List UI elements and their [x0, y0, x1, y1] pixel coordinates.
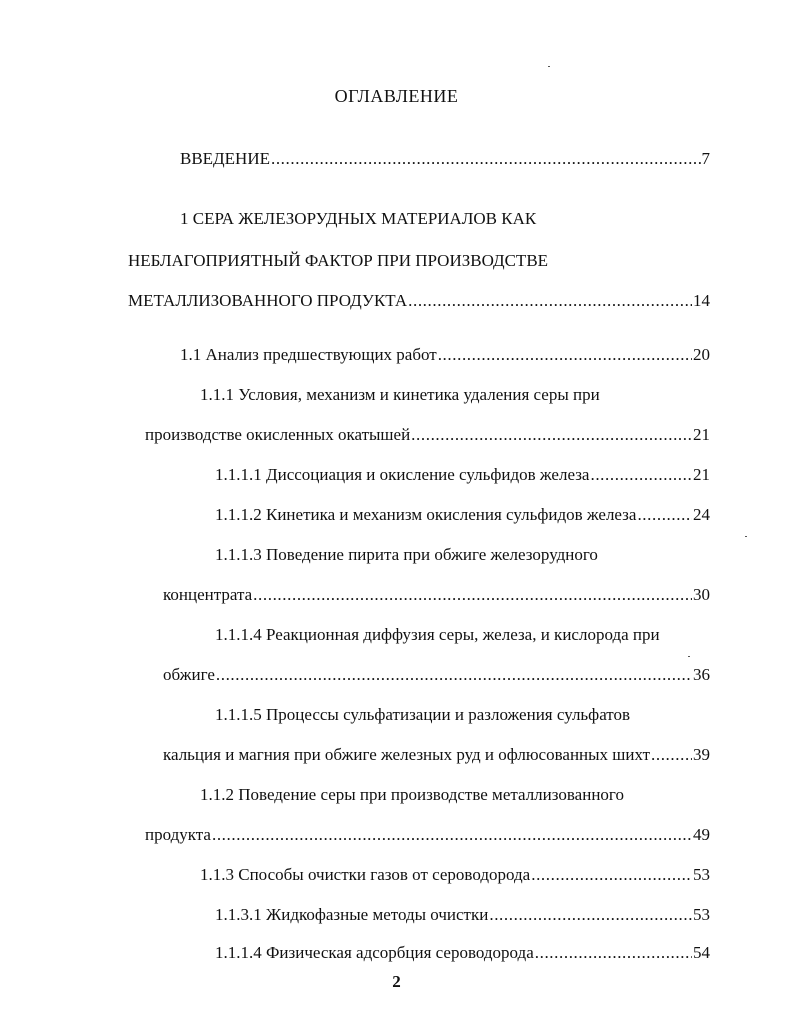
toc-entry-1-1-1	[145, 424, 710, 446]
toc-entry-page: 49	[693, 825, 710, 844]
toc-entry-text: производстве окисленных окатышей	[145, 425, 411, 444]
toc-entry-page: 21	[693, 465, 710, 484]
toc-entry-page: 53	[693, 865, 710, 884]
toc-entry-line: 1.1.1.3 Поведение пирита при обжиге железорудного	[215, 545, 598, 564]
toc-entry-page: 39	[693, 745, 710, 764]
toc-entry-line: 1.1.1.5 Процессы сульфатизации и разложения сульфатов	[215, 705, 631, 724]
toc-leader-dots	[411, 424, 692, 446]
toc-leader-dots	[590, 464, 692, 486]
toc-entry-page: 21	[693, 425, 710, 444]
toc-entry-text: 1.1.3.1 Жидкофазные методы очистки	[215, 905, 489, 924]
scan-speck	[548, 66, 550, 67]
toc-leader-dots	[489, 904, 692, 926]
toc-leader-dots	[531, 864, 692, 886]
toc-entry-text: 1.1.3 Способы очистки газов от сероводорода	[200, 865, 531, 884]
toc-entry-line: НЕБЛАГОПРИЯТНЫЙ ФАКТОР ПРИ ПРОИЗВОДСТВЕ	[128, 251, 549, 270]
toc-entry-page: 7	[701, 149, 710, 168]
toc-leader-dots	[212, 824, 692, 846]
toc-entry-page: 20	[693, 345, 710, 364]
toc-entry-line: 1 СЕРА ЖЕЛЕЗОРУДНЫХ МАТЕРИАЛОВ КАК	[180, 209, 537, 228]
toc-entry-chapter-1	[128, 290, 710, 312]
toc-entry-1-1-1-1	[215, 464, 710, 486]
toc-leader-dots	[438, 344, 692, 366]
toc-entry-text: ВВЕДЕНИЕ	[180, 149, 270, 168]
toc-entry-1-1-1-2	[215, 504, 710, 526]
toc-entry-line: 1.1.1.4 Реакционная диффузия серы, железа, и кислорода при	[215, 625, 660, 644]
toc-entry-text: 1.1.1.4 Физическая адсорбция сероводорода	[215, 943, 534, 962]
toc-entry-1-1-3	[200, 864, 710, 886]
toc-entry-1-1	[180, 344, 710, 366]
toc-entry-page: 54	[693, 943, 710, 962]
toc-entry-introduction	[180, 148, 710, 170]
toc-leader-dots	[651, 744, 692, 766]
toc-entry-text: МЕТАЛЛИЗОВАННОГО ПРОДУКТА	[128, 291, 408, 310]
toc-entry-1-1-1-3	[163, 584, 710, 606]
toc-entry-page: 24	[693, 505, 710, 524]
page-number: 2	[392, 972, 401, 991]
toc-entry-1-1-1-5	[163, 744, 710, 766]
toc-entry-text: кальция и магния при обжиге железных руд и офлюсованных шихт	[163, 745, 650, 764]
toc-entry-1-1-2	[145, 824, 710, 846]
toc-entry-1-1-1-4	[163, 664, 710, 686]
toc-leader-dots	[253, 584, 692, 606]
scan-speck	[745, 536, 747, 537]
toc-leader-dots	[535, 942, 692, 964]
toc-entry-text: обжиге	[163, 665, 215, 684]
toc-entry-1-1-3-1	[215, 904, 710, 926]
toc-leader-dots	[408, 290, 692, 312]
toc-entry-physical-adsorption	[215, 942, 710, 964]
toc-entry-page: 30	[693, 585, 710, 604]
toc-entry-text: продукта	[145, 825, 211, 844]
toc-leader-dots	[216, 664, 692, 686]
toc-entry-page: 14	[693, 291, 710, 310]
page-title: ОГЛАВЛЕНИЕ	[334, 86, 459, 106]
scan-speck	[688, 656, 690, 657]
toc-entry-text: 1.1 Анализ предшествующих работ	[180, 345, 437, 364]
toc-entry-line: 1.1.2 Поведение серы при производстве металлизованного	[200, 785, 624, 804]
toc-entry-text: концентрата	[163, 585, 253, 604]
toc-entry-page: 36	[693, 665, 710, 684]
toc-entry-page: 53	[693, 905, 710, 924]
toc-leader-dots	[271, 148, 701, 170]
toc-entry-text: 1.1.1.2 Кинетика и механизм окисления сульфидов железа	[215, 505, 637, 524]
toc-entry-text: 1.1.1.1 Диссоциация и окисление сульфидов железа	[215, 465, 590, 484]
toc-entry-line: 1.1.1 Условия, механизм и кинетика удаления серы при	[200, 385, 600, 404]
toc-leader-dots	[637, 504, 692, 526]
